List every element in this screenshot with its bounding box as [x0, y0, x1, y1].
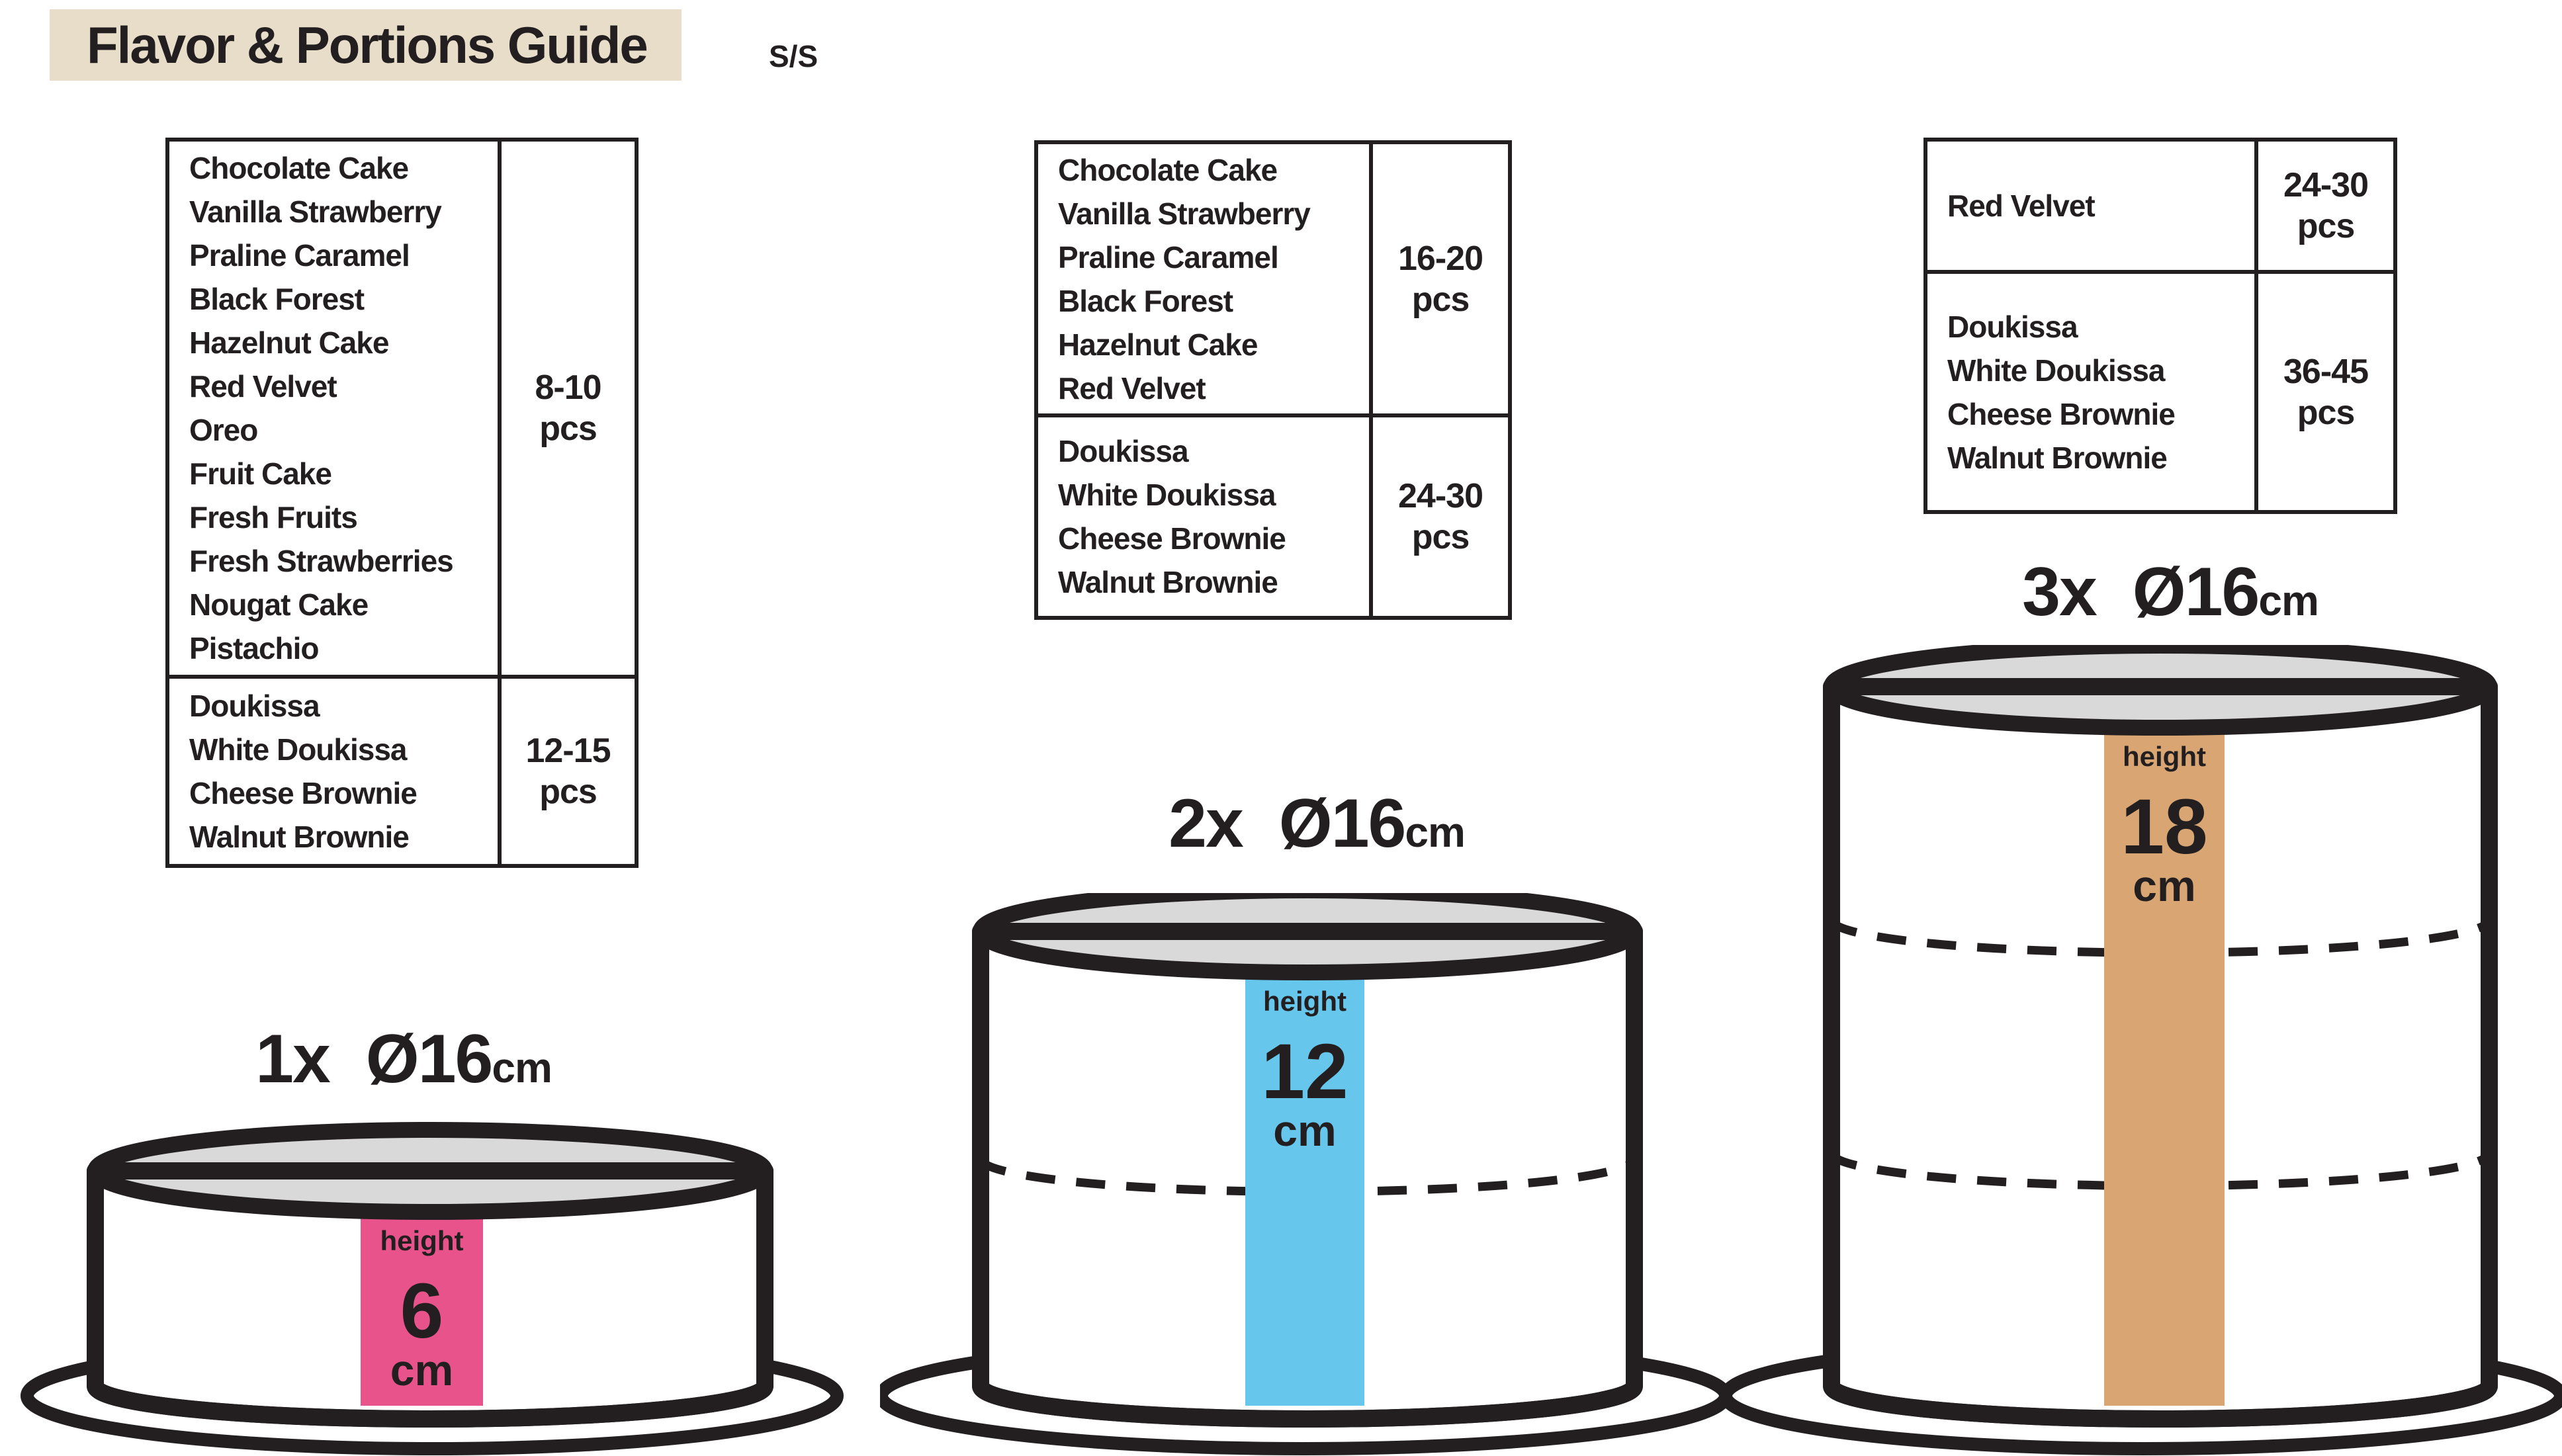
portions-table-3	[1923, 138, 2397, 514]
cake-size-label-3	[2022, 553, 2319, 632]
flavor-item: Vanilla Strawberry	[189, 194, 441, 229]
flavor-item: Cheese Brownie	[1058, 521, 1286, 556]
portions-unit: pcs	[539, 773, 597, 811]
flavor-item: Cheese Brownie	[189, 776, 417, 810]
flavor-item: White Doukissa	[1058, 478, 1276, 512]
portions-cell	[1373, 417, 1508, 616]
flavor-item: Praline Caramel	[189, 238, 410, 273]
cake-diameter-unit: cm	[1405, 808, 1465, 856]
cake-count: 1x	[255, 1021, 330, 1097]
cake-illustration-2	[880, 893, 1734, 1456]
flavor-item: Red Velvet	[189, 369, 337, 404]
portions-range: 24-30	[1398, 477, 1483, 515]
flavor-item: Fruit Cake	[189, 456, 331, 491]
cake-diameter: Ø16	[2132, 554, 2259, 630]
portions-range: 8-10	[535, 368, 601, 407]
cake-size-label-1	[255, 1020, 552, 1099]
portions-table-1	[165, 138, 639, 868]
portions-unit: pcs	[1411, 518, 1470, 556]
portions-unit: pcs	[1411, 280, 1470, 319]
table-row	[1038, 413, 1508, 616]
portions-range: 12-15	[525, 732, 611, 770]
height-value: 18	[2121, 783, 2208, 871]
flavor-item: White Doukissa	[1947, 353, 2165, 388]
cake-size-label-2	[1169, 785, 1465, 863]
cake-diameter-unit: cm	[492, 1044, 552, 1092]
table-row	[169, 142, 635, 675]
flavors-cell	[1927, 142, 2258, 270]
cake-diameter-unit: cm	[2258, 577, 2319, 624]
portions-unit: pcs	[539, 409, 597, 448]
portions-cell	[1373, 144, 1508, 413]
height-unit: cm	[1273, 1106, 1337, 1155]
flavor-item: Doukissa	[189, 689, 320, 723]
height-value: 6	[400, 1267, 444, 1355]
flavor-item: Vanilla Strawberry	[1058, 196, 1310, 231]
flavor-item: Red Velvet	[1947, 189, 2095, 223]
flavor-item: Red Velvet	[1058, 370, 1206, 406]
portions-cell	[502, 142, 635, 675]
portions-range: 16-20	[1398, 239, 1483, 278]
height-label: height	[2123, 741, 2206, 772]
cake-count: 2x	[1169, 785, 1243, 862]
flavors-cell	[169, 679, 502, 864]
portions-table-2	[1034, 140, 1512, 620]
height-unit: cm	[390, 1346, 454, 1394]
height-label: height	[380, 1225, 464, 1256]
table-row	[1927, 270, 2393, 510]
portions-unit: pcs	[2297, 393, 2355, 432]
flavor-item: Doukissa	[1947, 309, 2078, 344]
flavor-item: Walnut Brownie	[1058, 565, 1278, 599]
height-value: 12	[1261, 1028, 1348, 1115]
flavor-item: Fresh Fruits	[189, 500, 357, 535]
flavor-item: Nougat Cake	[189, 587, 369, 622]
cake-diameter: Ø16	[365, 1021, 492, 1097]
flavor-item: Hazelnut Cake	[1058, 327, 1258, 362]
portions-range: 36-45	[2283, 352, 2368, 391]
flavor-item: Fresh Strawberries	[189, 544, 453, 578]
flavor-item: Oreo	[189, 413, 258, 447]
cake-illustration-1	[17, 1111, 857, 1456]
flavor-item: Chocolate Cake	[189, 151, 409, 185]
flavor-item: Pistachio	[189, 631, 319, 665]
flavors-cell	[1927, 274, 2258, 510]
flavor-item: Walnut Brownie	[189, 820, 409, 854]
flavor-item: Cheese Brownie	[1947, 396, 2175, 431]
height-label: height	[1263, 986, 1347, 1017]
flavors-cell	[1038, 144, 1373, 413]
portions-cell	[502, 679, 635, 864]
height-unit: cm	[2133, 861, 2196, 910]
portions-unit: pcs	[2297, 207, 2355, 245]
flavors-cell	[169, 142, 502, 675]
page-title: Flavor & Portions Guide	[50, 9, 682, 81]
portions-cell	[2258, 142, 2393, 270]
table-row	[1927, 142, 2393, 270]
flavor-item: Chocolate Cake	[1058, 152, 1278, 187]
flavors-cell	[1038, 417, 1373, 616]
flavor-item: Black Forest	[189, 282, 365, 316]
cake-illustration-3	[1720, 645, 2562, 1456]
flavor-item: Walnut Brownie	[1947, 440, 2167, 475]
flavor-item: White Doukissa	[189, 732, 407, 767]
table-row	[169, 675, 635, 864]
flavor-item: Black Forest	[1058, 283, 1233, 318]
cake-count: 3x	[2022, 554, 2096, 630]
portions-range: 24-30	[2283, 166, 2368, 204]
portions-cell	[2258, 274, 2393, 510]
flavor-item: Praline Caramel	[1058, 239, 1278, 275]
cake-diameter: Ø16	[1278, 785, 1405, 862]
flavor-item: Doukissa	[1058, 434, 1188, 468]
flavor-item: Hazelnut Cake	[189, 325, 389, 360]
season-label: S/S	[769, 39, 818, 73]
table-row	[1038, 144, 1508, 413]
